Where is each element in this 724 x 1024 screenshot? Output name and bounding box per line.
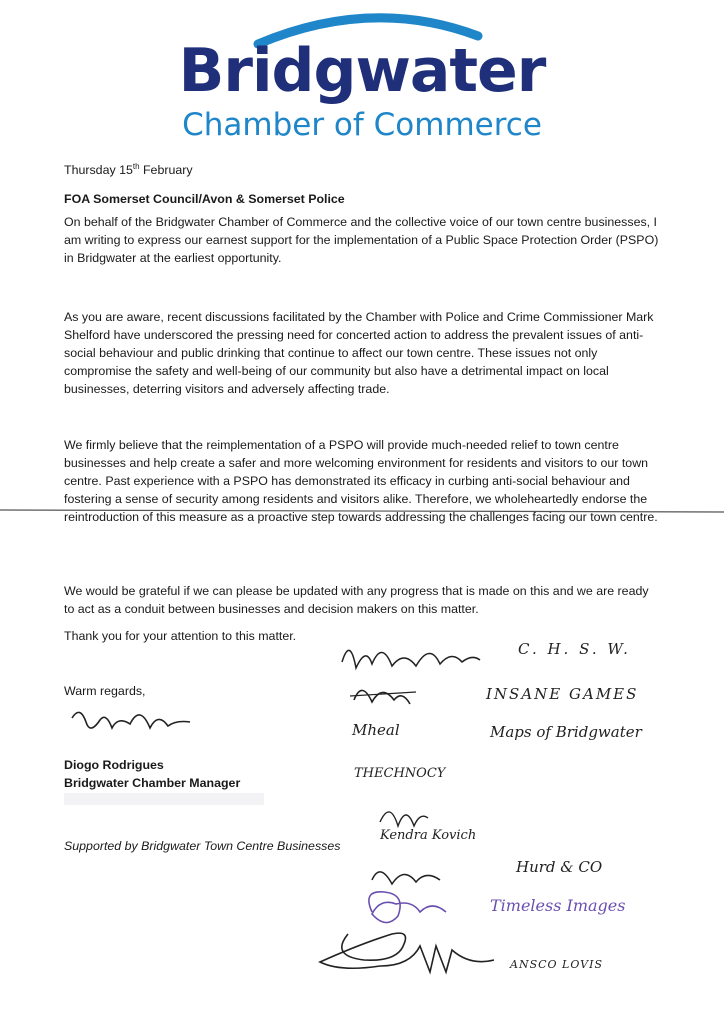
- signature-maps-of-bridgwater: Maps of Bridgwater: [490, 723, 642, 741]
- letter-thanks: Thank you for your attention to this matter.: [64, 629, 297, 643]
- paragraph-discussions: As you are aware, recent discussions facilitated by the Chamber with Police and Crime Commissioner Mark Shelford have underscored the pressing need for concerted action to address the prevalent issues of anti-social behaviour and public drinking that continue to affect our town centre. These issues not only compromise the safety and well-being of our community but also have a detrimental impact on local businesses, deterring visitors and adversely affecting trade.: [64, 310, 654, 396]
- signature-timeless-images: Timeless Images: [490, 896, 626, 915]
- redacted-contact: [64, 793, 264, 805]
- signature-hurd-co: Hurd & CO: [516, 858, 603, 876]
- signature-ansco: ANSCO LOVIS: [510, 958, 603, 971]
- signature-kendra: Kendra Kovich: [380, 828, 477, 843]
- signer-title: Bridgwater Chamber Manager: [64, 776, 241, 790]
- signature-thechnocy: THECHNOCY: [354, 766, 446, 781]
- letter-date: Thursday 15th February: [64, 161, 193, 177]
- letterhead: [0, 0, 724, 160]
- letter-recipient: FOA Somerset Council/Avon & Somerset Police: [64, 192, 345, 206]
- fold-crease: [0, 505, 724, 515]
- paragraph-updates: We would be grateful if we can please be updated with any progress that is made on this and we are ready to act as a conduit between businesses and decision makers on this matter.: [64, 584, 649, 616]
- logo-name: Bridgwater: [178, 36, 546, 106]
- signature-chsw: C. H. S. W.: [518, 640, 631, 658]
- signer-name: Diogo Rodrigues: [64, 758, 164, 772]
- logo-subtitle: Chamber of Commerce: [182, 107, 542, 143]
- signature-insane-games: INSANE GAMES: [486, 685, 639, 703]
- letter-closing: Warm regards,: [64, 684, 146, 698]
- paragraph-pspo: We firmly believe that the reimplementation of a PSPO will provide much-needed relief to town centre businesses and help create a safer and more welcoming environment for residents and visitors to our town centre. Past experience with a PSPO has demonstrated its efficacy in curbing anti-social behaviour and fostering a sense of security among residents and visitors alike. Therefore, we wholeheartedly endorse the reintroduction of this measure as a proactive step towards addressing the challenges facing our town centre.: [64, 438, 658, 524]
- signature-mheal: Mheal: [352, 721, 400, 739]
- supported-by: Supported by Bridgwater Town Centre Businesses: [64, 839, 341, 853]
- paragraph-intro: On behalf of the Bridgwater Chamber of Commerce and the collective voice of our town centre businesses, I am writing to express our earnest support for the implementation of a Public Space Protection Order (PSPO) in Bridgwater at the earliest opportunity.: [64, 215, 659, 265]
